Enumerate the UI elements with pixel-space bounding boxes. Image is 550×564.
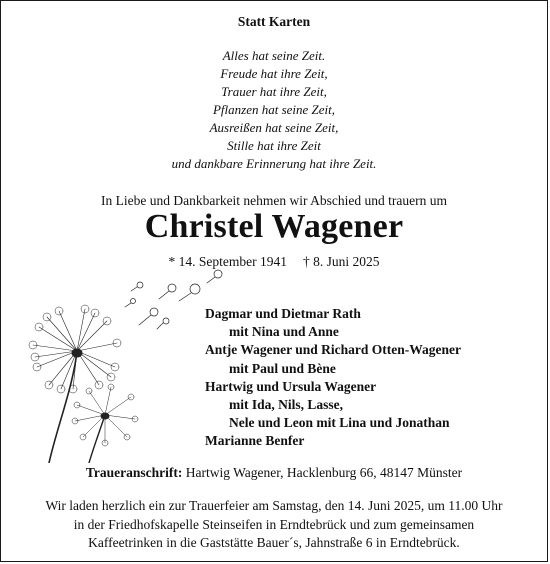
mourning-address <box>1 465 547 481</box>
poem-line: Pflanzen hat seine Zeit, <box>212 102 336 117</box>
mourner-line: Dagmar und Dietmar Rath <box>205 306 361 321</box>
poem-line: Alles hat seine Zeit. <box>222 48 326 63</box>
mourner-line: mit Nina und Anne <box>229 324 339 340</box>
address-value: Hartwig Wagener, Hacklenburg 66, 48147 Münster <box>185 465 463 480</box>
poem-line: Freude hat ihre Zeit, <box>220 66 328 81</box>
mourner-line: Nele und Leon mit Lina und Jonathan <box>229 415 450 431</box>
deceased-name: Christel Wagener <box>144 208 404 245</box>
mourner-line: mit Paul und Bène <box>229 360 336 376</box>
invitation-line: in der Friedhofskapelle Steinseifen in Erndtebrück und zum gemeinsamen <box>73 516 475 532</box>
address-label: Traueranschrift: <box>85 465 183 480</box>
death-date: † 8. Juni 2025 <box>302 254 380 269</box>
poem <box>1 47 547 173</box>
mourner-line: Marianne Benfer <box>205 433 305 449</box>
mourner-line: mit Ida, Nils, Lasse, <box>229 397 344 413</box>
intro-text: In Liebe und Dankbarkeit nehmen wir Abschied und trauern um <box>100 193 448 208</box>
poem-line: Trauer hat ihre Zeit, <box>221 84 327 99</box>
birth-date: * 14. September 1941 <box>168 254 287 269</box>
invitation-line: Kaffeetrinken in die Gaststätte Bauer´s, Jahnstraße 6 in Erndtebrück. <box>88 535 460 550</box>
header-statt-karten: Statt Karten <box>237 14 311 29</box>
poem-line: Ausreißen hat seine Zeit, <box>209 120 339 135</box>
poem-line: Stille hat ihre Zeit <box>227 138 321 153</box>
invitation-line: Wir laden herzlich ein zur Trauerfeier am Samstag, den 14. Juni 2025, um 11.00 Uhr <box>45 498 503 513</box>
funeral-invitation <box>1 497 547 553</box>
mourner-line: Antje Wagener und Richard Otten-Wagener <box>205 342 461 358</box>
mourners-list <box>205 305 461 451</box>
dandelion-illustration-icon <box>19 267 229 463</box>
mourner-line: Hartwig und Ursula Wagener <box>205 378 377 394</box>
poem-line: und dankbare Erinnerung hat ihre Zeit. <box>171 156 377 171</box>
